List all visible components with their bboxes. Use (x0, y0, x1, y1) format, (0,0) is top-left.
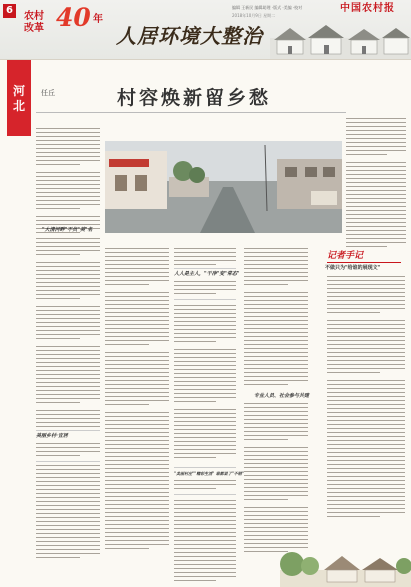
logo-suffix: 年 (93, 14, 103, 25)
subhead-3: 人人是主人，"干净"变"常态" (174, 271, 240, 277)
page-header-band (0, 0, 411, 60)
banner-char-1: 河 (12, 84, 25, 98)
date-line: 2018年10月9日 星期二 (232, 13, 276, 18)
commentary-tag: 记者手记 (327, 251, 364, 261)
subhead-box-3 (174, 268, 240, 300)
masthead-logo: 中国农村报 (340, 3, 395, 14)
subhead-1: "大清河畔"不负"美"名 (42, 227, 93, 233)
column-3-end (174, 500, 236, 584)
article-headline: 村容焕新留乡愁 (117, 87, 272, 109)
village-street-photo (105, 141, 342, 233)
column-3-body (174, 305, 236, 461)
subhead-box-5 (174, 467, 244, 495)
logo-line-1: 农村 (24, 11, 44, 22)
subhead-4: 专业人员、社会参与共建 (254, 393, 310, 399)
region-banner (7, 60, 31, 136)
commentary-rule (327, 262, 401, 263)
logo-line-2: 改革 (24, 23, 44, 34)
column-title: 人居环境大整治 (116, 24, 263, 48)
column-1-intro (36, 128, 100, 236)
commentary-title: 不做只为"给谁的展现文" (325, 265, 381, 271)
subhead-2: 美丽乡村·宜居 (36, 433, 68, 439)
banner-char-2: 北 (12, 99, 25, 113)
pull-quote-box (36, 430, 100, 462)
column-4-body (244, 403, 308, 555)
subhead-5: "美丽村庄""精彩生活" 谁都说了"不错" (174, 471, 244, 476)
logo-number: 40 (56, 3, 91, 32)
column-1-end (36, 465, 100, 561)
village-footer-illustration (280, 540, 411, 587)
region-label: 任丘 (41, 89, 55, 97)
editor-info: 编辑 王新民 编辑助理 ·版式 ·美编 ·校对 (232, 5, 303, 10)
column-2-body (105, 248, 169, 552)
column-5-top (346, 118, 406, 250)
column-4-top (244, 248, 308, 388)
headline-rule (36, 112, 346, 113)
column-3-top (174, 248, 236, 268)
anniversary-logo (24, 3, 116, 49)
page-number: 6 (3, 4, 16, 18)
village-illustration (270, 14, 411, 60)
column-1-body (36, 238, 100, 430)
commentary-body (327, 276, 405, 520)
